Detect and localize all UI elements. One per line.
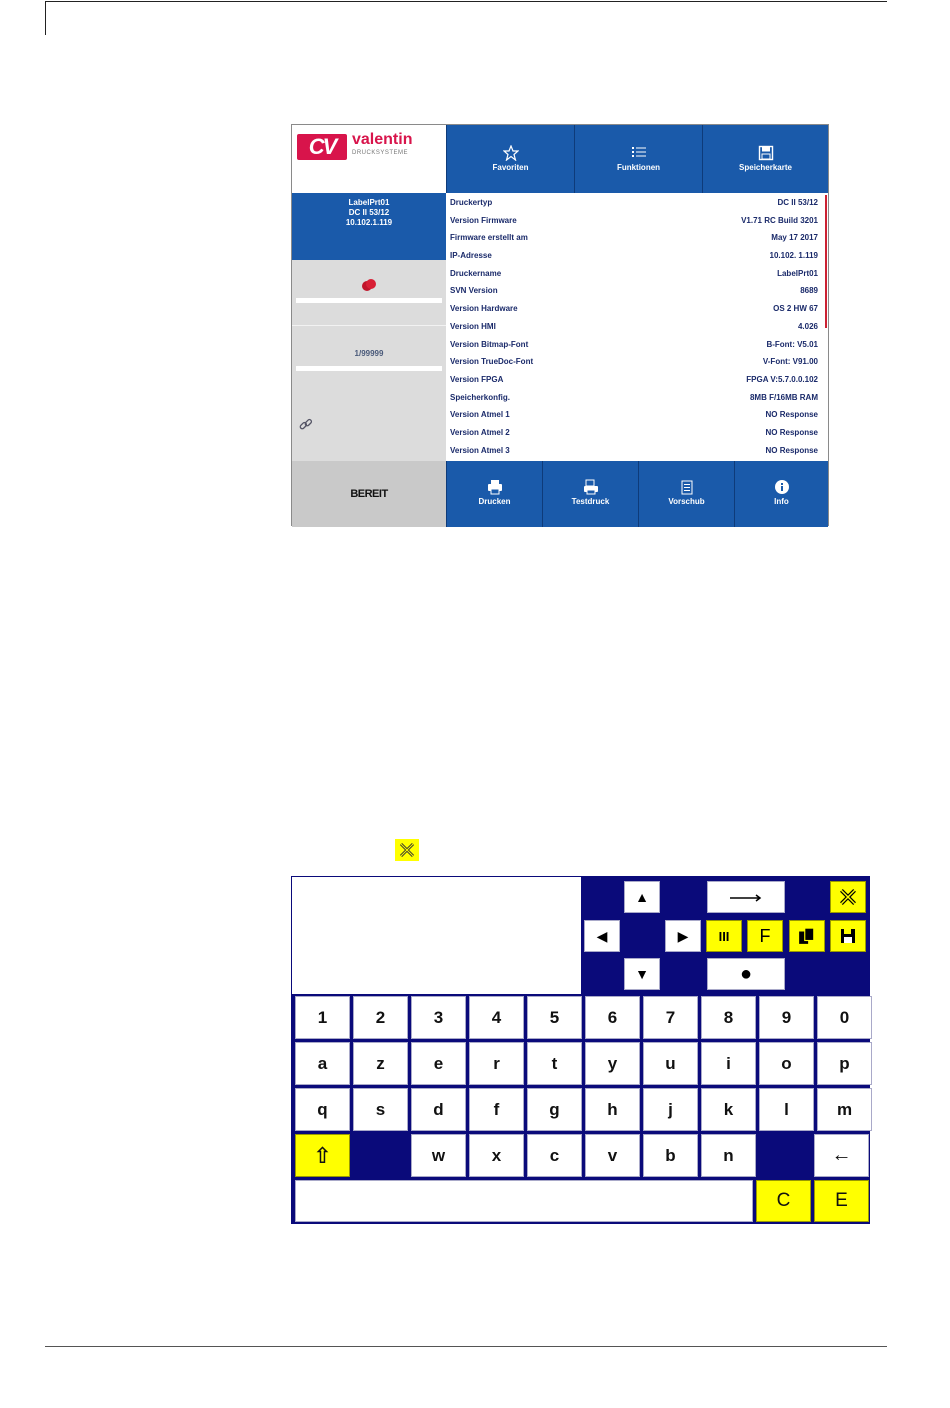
- link-icon[interactable]: [298, 417, 314, 433]
- key-t[interactable]: t: [527, 1042, 582, 1085]
- status-ready: BEREIT: [292, 461, 446, 527]
- key-i[interactable]: i: [701, 1042, 756, 1085]
- key-c[interactable]: c: [527, 1134, 582, 1177]
- list-icon: [631, 145, 647, 161]
- info-value: FPGA V:5.7.0.0.102: [746, 374, 818, 384]
- info-key: Version Atmel 1: [450, 410, 510, 420]
- function-button[interactable]: F: [747, 920, 783, 952]
- key-r[interactable]: r: [469, 1042, 524, 1085]
- info-value: OS 2 HW 67: [773, 304, 818, 314]
- header-rule: [45, 1, 887, 2]
- cursor-down-button[interactable]: ▼: [624, 958, 660, 990]
- info-key: Firmware erstellt am: [450, 233, 528, 243]
- key-6[interactable]: 6: [585, 996, 640, 1039]
- info-key: Version Atmel 2: [450, 427, 510, 437]
- print-label: Drucken: [478, 497, 511, 506]
- print-button[interactable]: [446, 461, 542, 527]
- key-j[interactable]: j: [643, 1088, 698, 1131]
- key-b[interactable]: b: [643, 1134, 698, 1177]
- info-row: [448, 195, 822, 213]
- key-5[interactable]: 5: [527, 996, 582, 1039]
- info-row: [448, 337, 822, 355]
- info-value: LabelPrt01: [777, 268, 818, 278]
- key-2[interactable]: 2: [353, 996, 408, 1039]
- cursor-up-button[interactable]: ▲: [624, 881, 660, 913]
- info-key: Version Atmel 3: [450, 445, 510, 455]
- info-value: NO Response: [765, 427, 818, 437]
- printer-name: LabelPrt01: [348, 198, 390, 207]
- info-value: 10.102. 1.119: [769, 251, 818, 261]
- space-bar[interactable]: [295, 1180, 753, 1222]
- print-counter: 1/99999: [354, 349, 384, 358]
- key-1[interactable]: 1: [295, 996, 350, 1039]
- info-row: [448, 230, 822, 248]
- key-q[interactable]: q: [295, 1088, 350, 1131]
- key-8[interactable]: 8: [701, 996, 756, 1039]
- info-row: [448, 407, 822, 425]
- info-key: Version TrueDoc-Font: [450, 357, 534, 367]
- test-print-button[interactable]: [542, 461, 638, 527]
- key-v[interactable]: v: [585, 1134, 640, 1177]
- info-row: [448, 390, 822, 408]
- info-key: IP-Adresse: [450, 251, 492, 261]
- key-z[interactable]: z: [353, 1042, 408, 1085]
- backspace-key[interactable]: ←: [814, 1134, 869, 1177]
- info-key: Version FPGA: [450, 374, 504, 384]
- feed-button[interactable]: [638, 461, 734, 527]
- key-y[interactable]: y: [585, 1042, 640, 1085]
- close-x-icon: [837, 886, 859, 908]
- printer-info-table: [448, 195, 822, 460]
- logo: [292, 125, 446, 193]
- key-0[interactable]: 0: [817, 996, 872, 1039]
- favorites-label: Favoriten: [492, 163, 529, 172]
- info-key: Version HMI: [450, 321, 496, 331]
- key-l[interactable]: l: [759, 1088, 814, 1131]
- floppy-icon: [840, 928, 856, 944]
- key-7[interactable]: 7: [643, 996, 698, 1039]
- close-keyboard-button[interactable]: [830, 881, 866, 913]
- info-key: Druckername: [450, 268, 502, 278]
- info-row: [448, 266, 822, 284]
- info-value: NO Response: [765, 410, 818, 420]
- key-m[interactable]: m: [817, 1088, 872, 1131]
- tab-arrow-icon: [726, 891, 766, 903]
- printer-model: DC II 53/12: [348, 208, 390, 217]
- info-label: Info: [774, 497, 789, 506]
- favorites-button[interactable]: [446, 125, 574, 193]
- key-o[interactable]: o: [759, 1042, 814, 1085]
- info-value: V1.71 RC Build 3201: [741, 215, 818, 225]
- close-keyboard-marker: [395, 839, 419, 861]
- scroll-indicator[interactable]: [825, 195, 827, 328]
- info-button[interactable]: [734, 461, 828, 527]
- cursor-right-button[interactable]: ▶: [665, 920, 701, 952]
- navigation-pad: [581, 877, 869, 994]
- key-h[interactable]: h: [585, 1088, 640, 1131]
- info-icon: [774, 479, 790, 495]
- printer-icon: [487, 479, 503, 495]
- printer-ip: 10.102.1.119: [345, 218, 393, 227]
- floppy-icon: [758, 145, 774, 161]
- cursor-left-button[interactable]: ◀: [584, 920, 620, 952]
- info-key: SVN Version: [450, 286, 498, 296]
- printer-display: [291, 124, 829, 526]
- enter-key[interactable]: E: [814, 1180, 869, 1222]
- info-key: Speicherkonfig.: [450, 392, 511, 402]
- feed-icon: [679, 479, 695, 495]
- test-print-icon: [583, 479, 599, 495]
- close-x-icon: [395, 839, 419, 861]
- ribbon-warning-icon: [361, 277, 377, 293]
- info-row: [448, 248, 822, 266]
- key-e[interactable]: e: [411, 1042, 466, 1085]
- key-d[interactable]: d: [411, 1088, 466, 1131]
- info-value: 8MB F/16MB RAM: [749, 392, 818, 402]
- info-value: B-Font: V5.01: [766, 339, 818, 349]
- info-key: Version Hardware: [450, 304, 518, 314]
- printer-identity: [292, 193, 446, 260]
- ribbon-progress-bar: [296, 298, 442, 303]
- info-key: Version Bitmap-Font: [450, 339, 529, 349]
- shift-key[interactable]: ⇧: [295, 1134, 350, 1177]
- job-progress-bar: [296, 366, 442, 371]
- info-value: V-Font: V91.00: [762, 357, 818, 367]
- info-row: [448, 372, 822, 390]
- info-value: NO Response: [765, 445, 818, 455]
- info-row: [448, 354, 822, 372]
- functions-label: Funktionen: [616, 163, 661, 172]
- virtual-keyboard: [291, 876, 870, 1224]
- info-row: [448, 425, 822, 443]
- copy-icon: [798, 927, 816, 945]
- key-n[interactable]: n: [701, 1134, 756, 1177]
- info-value: May 17 2017: [771, 233, 818, 243]
- text-entry-area[interactable]: [292, 877, 581, 994]
- logo-subtitle: DRUCKSYSTEME: [352, 150, 409, 156]
- info-row: [448, 213, 822, 231]
- test-print-label: Testdruck: [571, 497, 610, 506]
- key-9[interactable]: 9: [759, 996, 814, 1039]
- info-key: Druckertyp: [450, 198, 493, 207]
- clear-key[interactable]: C: [756, 1180, 811, 1222]
- tab-button[interactable]: [707, 881, 785, 913]
- key-s[interactable]: s: [353, 1088, 408, 1131]
- copy-button[interactable]: [789, 920, 825, 952]
- key-w[interactable]: w: [411, 1134, 466, 1177]
- feed-label: Vorschub: [668, 497, 705, 506]
- insert-mode-button[interactable]: III: [706, 920, 742, 952]
- key-4[interactable]: 4: [469, 996, 524, 1039]
- key-f[interactable]: f: [469, 1088, 524, 1131]
- info-value: DC II 53/12: [777, 198, 818, 207]
- footer-rule: [45, 1346, 887, 1347]
- key-3[interactable]: 3: [411, 996, 466, 1039]
- memory-card-button[interactable]: [702, 125, 828, 193]
- key-k[interactable]: k: [701, 1088, 756, 1131]
- logo-mark: CV: [297, 134, 347, 160]
- bullet-button[interactable]: ●: [707, 958, 785, 990]
- key-g[interactable]: g: [527, 1088, 582, 1131]
- key-a[interactable]: a: [295, 1042, 350, 1085]
- functions-button[interactable]: [574, 125, 702, 193]
- info-row: [448, 283, 822, 301]
- info-row: [448, 319, 822, 337]
- key-x[interactable]: x: [469, 1134, 524, 1177]
- key-u[interactable]: u: [643, 1042, 698, 1085]
- info-key: Version Firmware: [450, 215, 517, 225]
- save-button[interactable]: [830, 920, 866, 952]
- logo-name: valentin: [352, 131, 413, 148]
- key-p[interactable]: p: [817, 1042, 872, 1085]
- info-value: 4.026: [797, 321, 818, 331]
- header-corner-rule: [45, 1, 46, 35]
- info-row: [448, 301, 822, 319]
- memory-card-label: Speicherkarte: [739, 163, 792, 172]
- info-value: 8689: [800, 286, 818, 296]
- info-row: [448, 443, 822, 461]
- star-icon: [503, 145, 519, 161]
